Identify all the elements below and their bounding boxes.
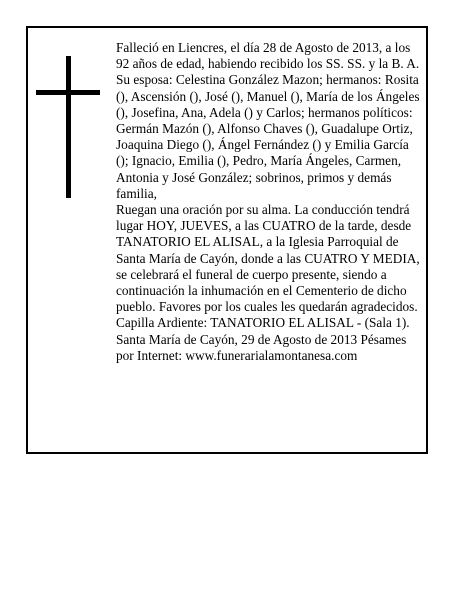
death-announcement: Falleció en Liencres, el día 28 de Agosto de 2013, a los 92 años de edad, habiendo recibido los SS. SS. y la B. A.	[116, 40, 420, 72]
family-list: Su esposa: Celestina González Mazon; hermanos: Rosita (), Ascensión (), José (), Manuel (), María de los Ángeles (), Josefina, Ana, Adela () y Carlos; hermanos políticos: Germán Mazón (), Alfonso Chaves (), Guadalupe Ortiz, Joaquina Diego (), Ángel Fernández () y Emilia García (); Ignacio, Emilia (), Pedro, María Ángeles, Carmen, Antonia y José González; sobrinos, primos y demás familia,	[116, 72, 420, 201]
notice-text	[116, 40, 420, 364]
place-date-and-website: Santa María de Cayón, 29 de Agosto de 2013 Pésames por Internet: www.funerarialamontanesa.com	[116, 331, 407, 363]
cross-horizontal-bar	[36, 90, 100, 95]
obituary-notice	[26, 26, 428, 454]
funeral-details: Ruegan una oración por su alma. La conducción tendrá lugar HOY, JUEVES, a las CUATRO de la tarde, desde TANATORIO EL ALISAL, a la Iglesia Parroquial de Santa María de Cayón, donde a las CUATRO Y MEDIA, se celebrará el funeral de cuerpo presente, siendo a continuación la inhumación en el Cementerio de dicho pueblo. Favores por los cuales les quedarán agradecidos. Capilla Ardiente: TANATORIO EL ALISAL - (Sala 1).	[116, 202, 420, 331]
cross-vertical-bar	[66, 56, 71, 198]
cross-icon	[36, 56, 100, 200]
